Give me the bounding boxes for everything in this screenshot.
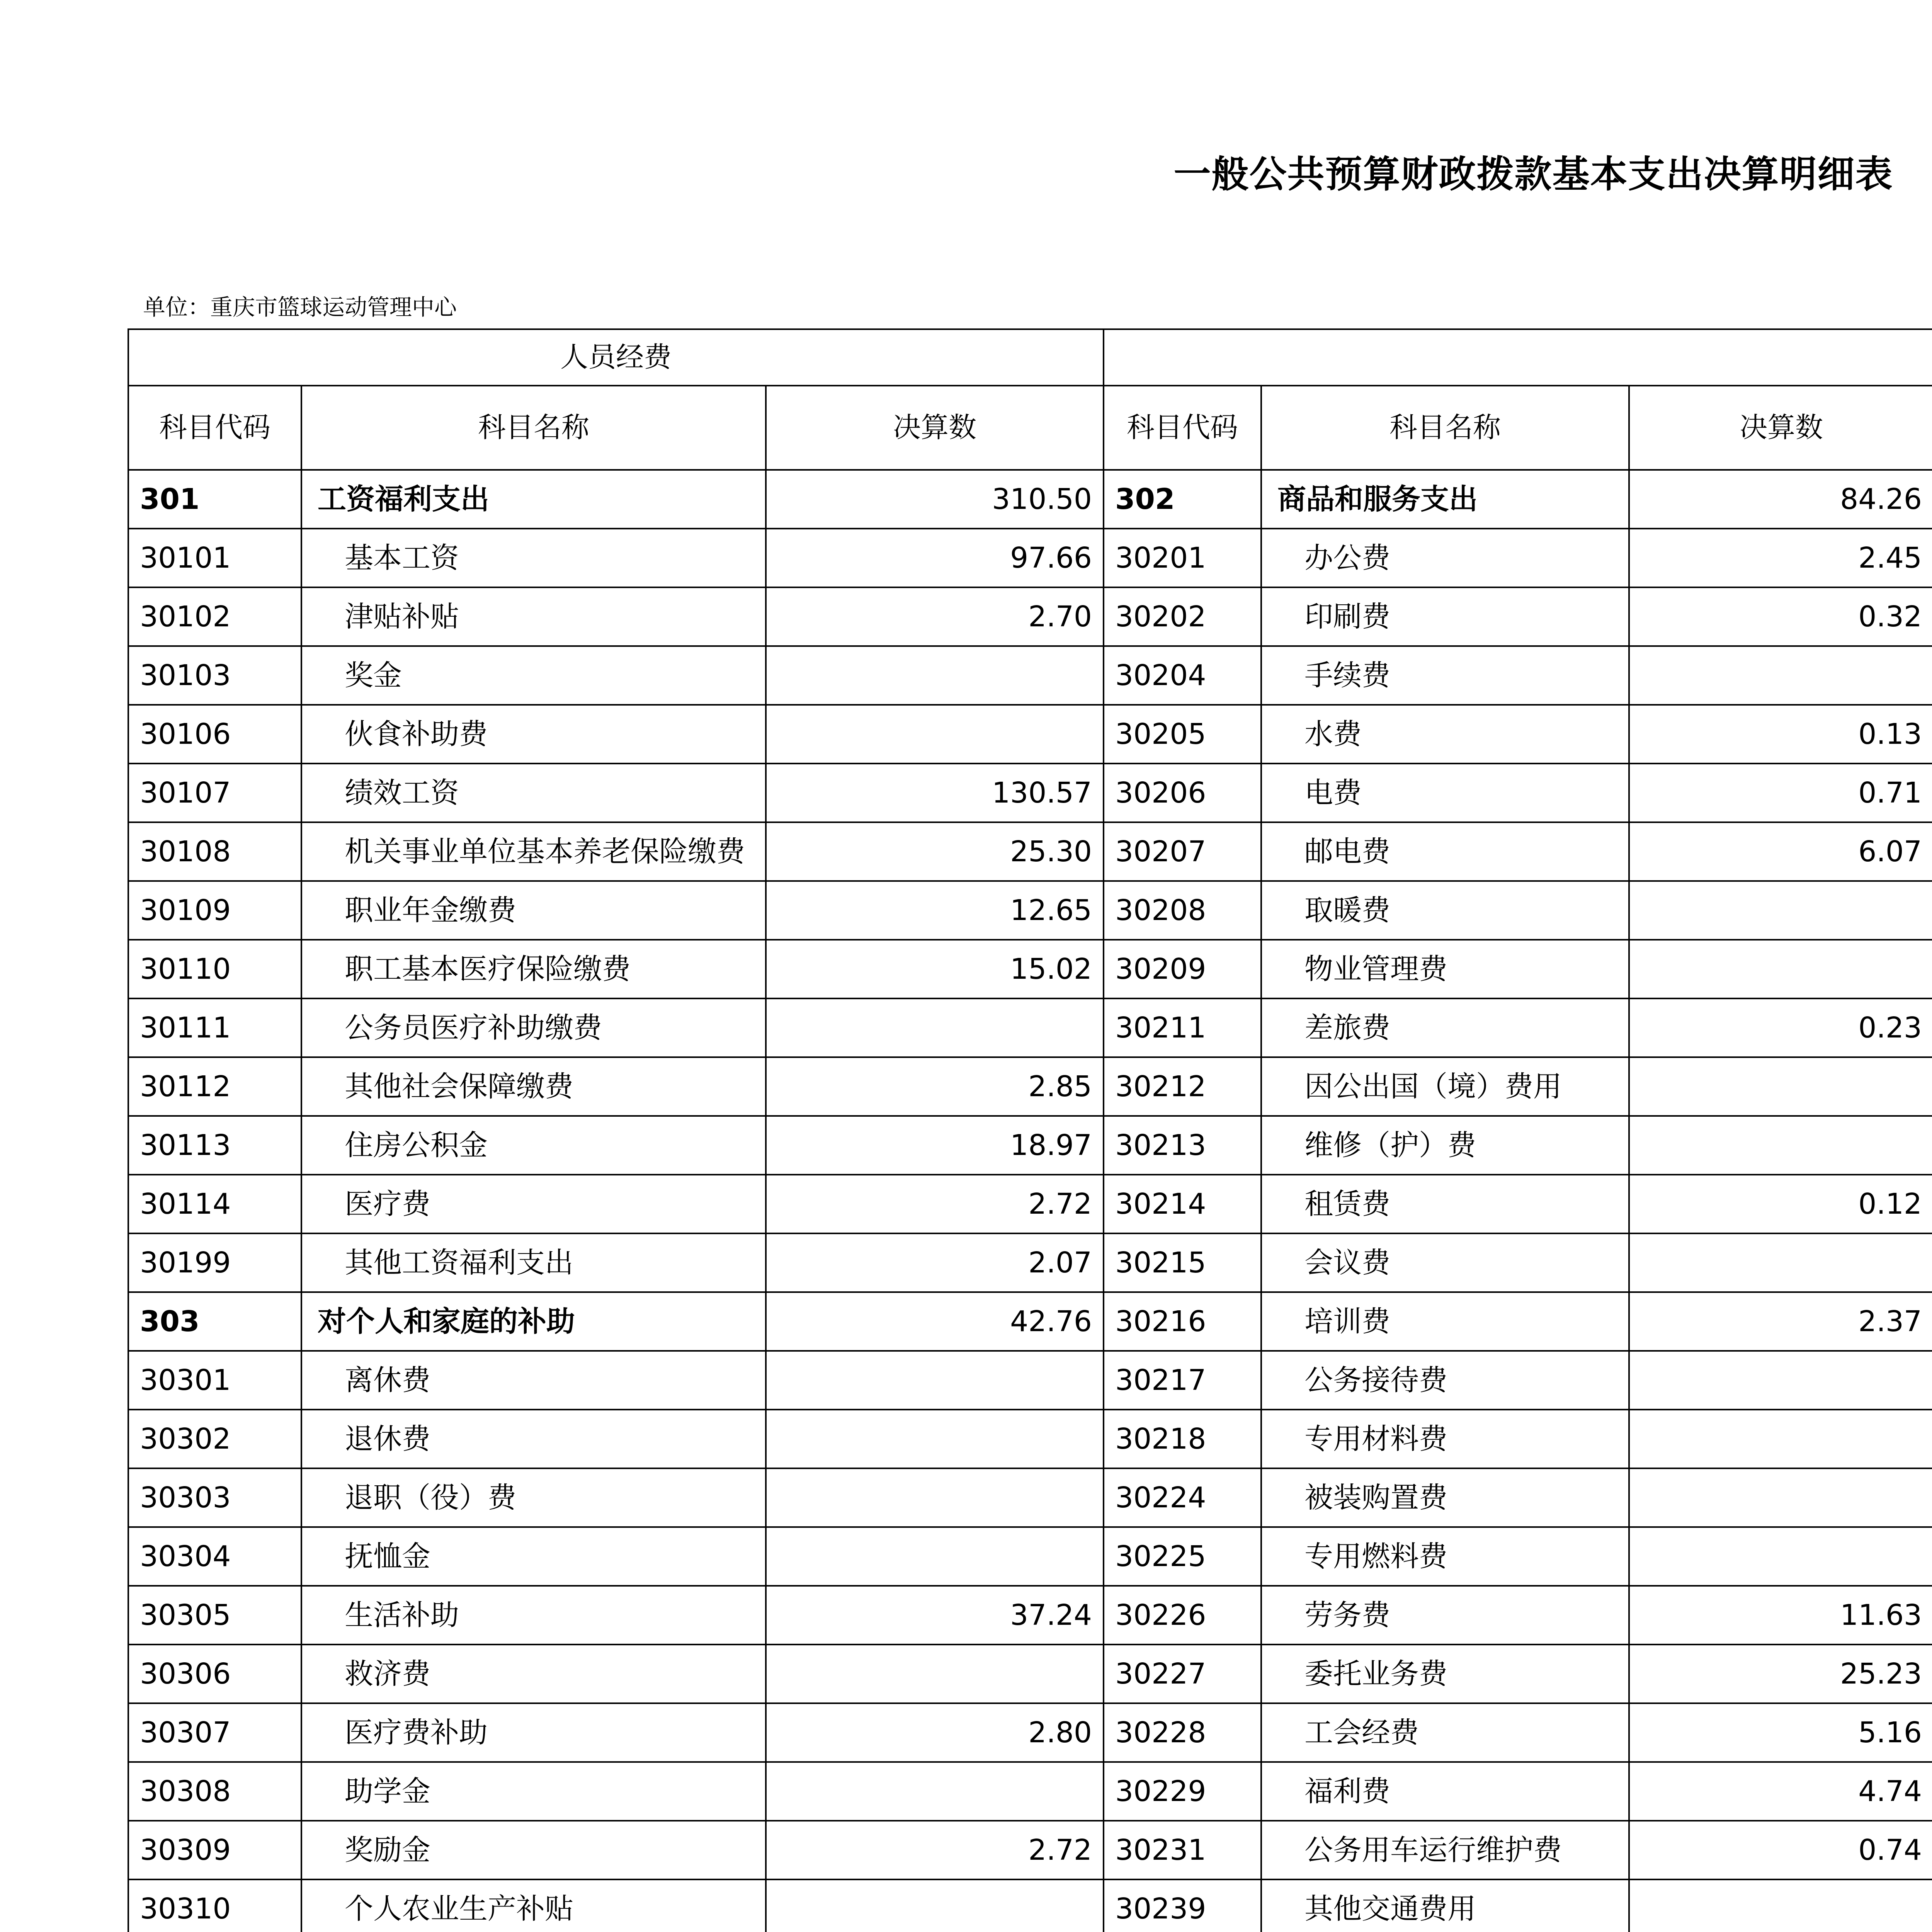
subject-code: 30239 — [1104, 1879, 1261, 1932]
subject-name: 医疗费补助 — [301, 1703, 766, 1762]
subject-code: 30110 — [128, 940, 301, 998]
amount-value: 42.76 — [766, 1292, 1104, 1351]
subject-code: 30307 — [128, 1703, 301, 1762]
subject-code: 30112 — [128, 1057, 301, 1116]
subject-name: 工会经费 — [1261, 1703, 1629, 1762]
amount-value: 2.37 — [1629, 1292, 1932, 1351]
subject-name: 救济费 — [301, 1645, 766, 1703]
subject-code: 30218 — [1104, 1410, 1261, 1468]
amount-value — [766, 646, 1104, 705]
amount-value: 25.30 — [766, 822, 1104, 881]
amount-value — [766, 1645, 1104, 1703]
subject-code: 302 — [1104, 470, 1261, 529]
amount-value — [1629, 1057, 1932, 1116]
col-name-header: 科目名称 — [1261, 386, 1629, 470]
subject-name: 职工基本医疗保险缴费 — [301, 940, 766, 998]
table-row — [128, 1468, 1932, 1527]
amount-value — [766, 1468, 1104, 1527]
amount-value: 2.07 — [766, 1233, 1104, 1292]
subject-code: 30211 — [1104, 998, 1261, 1057]
subject-name: 抚恤金 — [301, 1527, 766, 1586]
amount-value: 2.45 — [1629, 529, 1932, 587]
col-name-header: 科目名称 — [301, 386, 766, 470]
table-row — [128, 764, 1932, 822]
subject-name: 其他交通费用 — [1261, 1879, 1629, 1932]
table-row — [128, 1175, 1932, 1233]
page-title: 一般公共预算财政拨款基本支出决算明细表 — [1173, 153, 1893, 196]
amount-value — [1629, 1410, 1932, 1468]
subject-code: 30199 — [128, 1233, 301, 1292]
subject-code: 30306 — [128, 1645, 301, 1703]
amount-value — [1629, 1527, 1932, 1586]
subject-name: 专用燃料费 — [1261, 1527, 1629, 1586]
amount-value: 2.72 — [766, 1175, 1104, 1233]
amount-value: 11.63 — [1629, 1586, 1932, 1645]
amount-value — [1629, 1116, 1932, 1175]
amount-value: 6.07 — [1629, 822, 1932, 881]
table-row — [128, 529, 1932, 587]
table-row — [128, 587, 1932, 646]
subject-name: 基本工资 — [301, 529, 766, 587]
subject-code: 30207 — [1104, 822, 1261, 881]
subject-name: 退休费 — [301, 1410, 766, 1468]
subject-name: 住房公积金 — [301, 1116, 766, 1175]
amount-value: 2.70 — [766, 587, 1104, 646]
subject-name: 职业年金缴费 — [301, 881, 766, 940]
subject-name: 水费 — [1261, 705, 1629, 764]
group-personnel: 人员经费 — [128, 329, 1104, 386]
subject-code: 30228 — [1104, 1703, 1261, 1762]
subject-code: 30224 — [1104, 1468, 1261, 1527]
subject-code: 30206 — [1104, 764, 1261, 822]
table-row — [128, 705, 1932, 764]
table-row — [128, 1116, 1932, 1175]
amount-value — [766, 1410, 1104, 1468]
table-row — [128, 940, 1932, 998]
table-row — [128, 1703, 1932, 1762]
subject-code: 30108 — [128, 822, 301, 881]
amount-value: 310.50 — [766, 470, 1104, 529]
subject-name: 差旅费 — [1261, 998, 1629, 1057]
subject-name: 专用材料费 — [1261, 1410, 1629, 1468]
subject-code: 30231 — [1104, 1821, 1261, 1879]
subject-name: 退职（役）费 — [301, 1468, 766, 1527]
subject-name: 手续费 — [1261, 646, 1629, 705]
subject-name: 助学金 — [301, 1762, 766, 1821]
col-amount-header: 决算数 — [766, 386, 1104, 470]
table-row — [128, 1057, 1932, 1116]
column-header-row — [128, 386, 1932, 470]
subject-code: 30217 — [1104, 1351, 1261, 1410]
subject-name: 其他社会保障缴费 — [301, 1057, 766, 1116]
amount-value: 4.74 — [1629, 1762, 1932, 1821]
table-row — [128, 470, 1932, 529]
subject-code: 30229 — [1104, 1762, 1261, 1821]
subject-name: 伙食补助费 — [301, 705, 766, 764]
subject-code: 30212 — [1104, 1057, 1261, 1116]
table-row — [128, 1821, 1932, 1879]
subject-code: 30201 — [1104, 529, 1261, 587]
subject-name: 取暖费 — [1261, 881, 1629, 940]
amount-value: 12.65 — [766, 881, 1104, 940]
table-row — [128, 1586, 1932, 1645]
subject-code: 30225 — [1104, 1527, 1261, 1586]
col-code-header: 科目代码 — [1104, 386, 1261, 470]
subject-name: 工资福利支出 — [301, 470, 766, 529]
amount-value: 15.02 — [766, 940, 1104, 998]
table-row — [128, 998, 1932, 1057]
subject-name: 机关事业单位基本养老保险缴费 — [301, 822, 766, 881]
amount-value — [1629, 1468, 1932, 1527]
table-row — [128, 1410, 1932, 1468]
subject-code: 30227 — [1104, 1645, 1261, 1703]
group-public — [1104, 329, 1932, 386]
subject-code: 30202 — [1104, 587, 1261, 646]
subject-name: 其他工资福利支出 — [301, 1233, 766, 1292]
table-row — [128, 1879, 1932, 1932]
table-row — [128, 881, 1932, 940]
subject-code: 30304 — [128, 1527, 301, 1586]
subject-code: 30216 — [1104, 1292, 1261, 1351]
amount-value — [1629, 1233, 1932, 1292]
subject-code: 30205 — [1104, 705, 1261, 764]
subject-code: 30208 — [1104, 881, 1261, 940]
table-row — [128, 646, 1932, 705]
subject-code: 30310 — [128, 1879, 301, 1932]
subject-code: 30109 — [128, 881, 301, 940]
amount-value: 18.97 — [766, 1116, 1104, 1175]
subject-name: 印刷费 — [1261, 587, 1629, 646]
subject-code: 30114 — [128, 1175, 301, 1233]
subject-code: 30204 — [1104, 646, 1261, 705]
table-row — [128, 1351, 1932, 1410]
amount-value: 0.23 — [1629, 998, 1932, 1057]
subject-name: 劳务费 — [1261, 1586, 1629, 1645]
amount-value: 0.71 — [1629, 764, 1932, 822]
subject-code: 30302 — [128, 1410, 301, 1468]
col-code-header: 科目代码 — [128, 386, 301, 470]
amount-value: 0.13 — [1629, 705, 1932, 764]
group-header-row — [128, 329, 1932, 386]
subject-code: 30106 — [128, 705, 301, 764]
subject-name: 公务接待费 — [1261, 1351, 1629, 1410]
col-amount-header: 决算数 — [1629, 386, 1932, 470]
subject-name: 被装购置费 — [1261, 1468, 1629, 1527]
amount-value — [1629, 881, 1932, 940]
amount-value: 0.32 — [1629, 587, 1932, 646]
subject-code: 30213 — [1104, 1116, 1261, 1175]
table-row — [128, 1645, 1932, 1703]
subject-code: 30308 — [128, 1762, 301, 1821]
subject-name: 维修（护）费 — [1261, 1116, 1629, 1175]
expenditure-table — [128, 328, 1932, 1932]
subject-name: 对个人和家庭的补助 — [301, 1292, 766, 1351]
subject-code: 30102 — [128, 587, 301, 646]
subject-code: 30111 — [128, 998, 301, 1057]
subject-name: 生活补助 — [301, 1586, 766, 1645]
subject-code: 30209 — [1104, 940, 1261, 998]
subject-name: 委托业务费 — [1261, 1645, 1629, 1703]
subject-name: 津贴补贴 — [301, 587, 766, 646]
amount-value: 2.80 — [766, 1703, 1104, 1762]
subject-name: 会议费 — [1261, 1233, 1629, 1292]
subject-name: 商品和服务支出 — [1261, 470, 1629, 529]
subject-code: 30226 — [1104, 1586, 1261, 1645]
table-row — [128, 1233, 1932, 1292]
subject-code: 30103 — [128, 646, 301, 705]
amount-value — [766, 1351, 1104, 1410]
amount-value — [1629, 1351, 1932, 1410]
subject-name: 租赁费 — [1261, 1175, 1629, 1233]
subject-name: 邮电费 — [1261, 822, 1629, 881]
subject-code: 30101 — [128, 529, 301, 587]
subject-name: 培训费 — [1261, 1292, 1629, 1351]
amount-value — [1629, 940, 1932, 998]
subject-name: 个人农业生产补贴 — [301, 1879, 766, 1932]
subject-code: 30215 — [1104, 1233, 1261, 1292]
subject-code: 30107 — [128, 764, 301, 822]
subject-code: 303 — [128, 1292, 301, 1351]
amount-value: 130.57 — [766, 764, 1104, 822]
subject-code: 30303 — [128, 1468, 301, 1527]
reporting-unit: 单位：重庆市篮球运动管理中心 — [143, 294, 457, 320]
table-row — [128, 1762, 1932, 1821]
amount-value — [1629, 1879, 1932, 1932]
subject-name: 电费 — [1261, 764, 1629, 822]
amount-value: 25.23 — [1629, 1645, 1932, 1703]
table-row — [128, 1527, 1932, 1586]
subject-name: 物业管理费 — [1261, 940, 1629, 998]
amount-value: 2.85 — [766, 1057, 1104, 1116]
amount-value — [766, 1762, 1104, 1821]
amount-value: 5.16 — [1629, 1703, 1932, 1762]
table-row — [128, 822, 1932, 881]
amount-value: 0.12 — [1629, 1175, 1932, 1233]
amount-value — [766, 705, 1104, 764]
amount-value: 0.74 — [1629, 1821, 1932, 1879]
amount-value — [1629, 646, 1932, 705]
subject-name: 办公费 — [1261, 529, 1629, 587]
subject-code: 301 — [128, 470, 301, 529]
amount-value: 37.24 — [766, 1586, 1104, 1645]
subject-code: 30305 — [128, 1586, 301, 1645]
subject-name: 离休费 — [301, 1351, 766, 1410]
table-row — [128, 1292, 1932, 1351]
subject-code: 30113 — [128, 1116, 301, 1175]
subject-name: 医疗费 — [301, 1175, 766, 1233]
amount-value — [766, 998, 1104, 1057]
amount-value: 84.26 — [1629, 470, 1932, 529]
amount-value: 2.72 — [766, 1821, 1104, 1879]
amount-value: 97.66 — [766, 529, 1104, 587]
subject-name: 福利费 — [1261, 1762, 1629, 1821]
amount-value — [766, 1879, 1104, 1932]
subject-name: 公务员医疗补助缴费 — [301, 998, 766, 1057]
subject-name: 公务用车运行维护费 — [1261, 1821, 1629, 1879]
subject-name: 绩效工资 — [301, 764, 766, 822]
subject-name: 奖励金 — [301, 1821, 766, 1879]
subject-code: 30309 — [128, 1821, 301, 1879]
subject-name: 因公出国（境）费用 — [1261, 1057, 1629, 1116]
subject-name: 奖金 — [301, 646, 766, 705]
amount-value — [766, 1527, 1104, 1586]
subject-code: 30301 — [128, 1351, 301, 1410]
subject-code: 30214 — [1104, 1175, 1261, 1233]
